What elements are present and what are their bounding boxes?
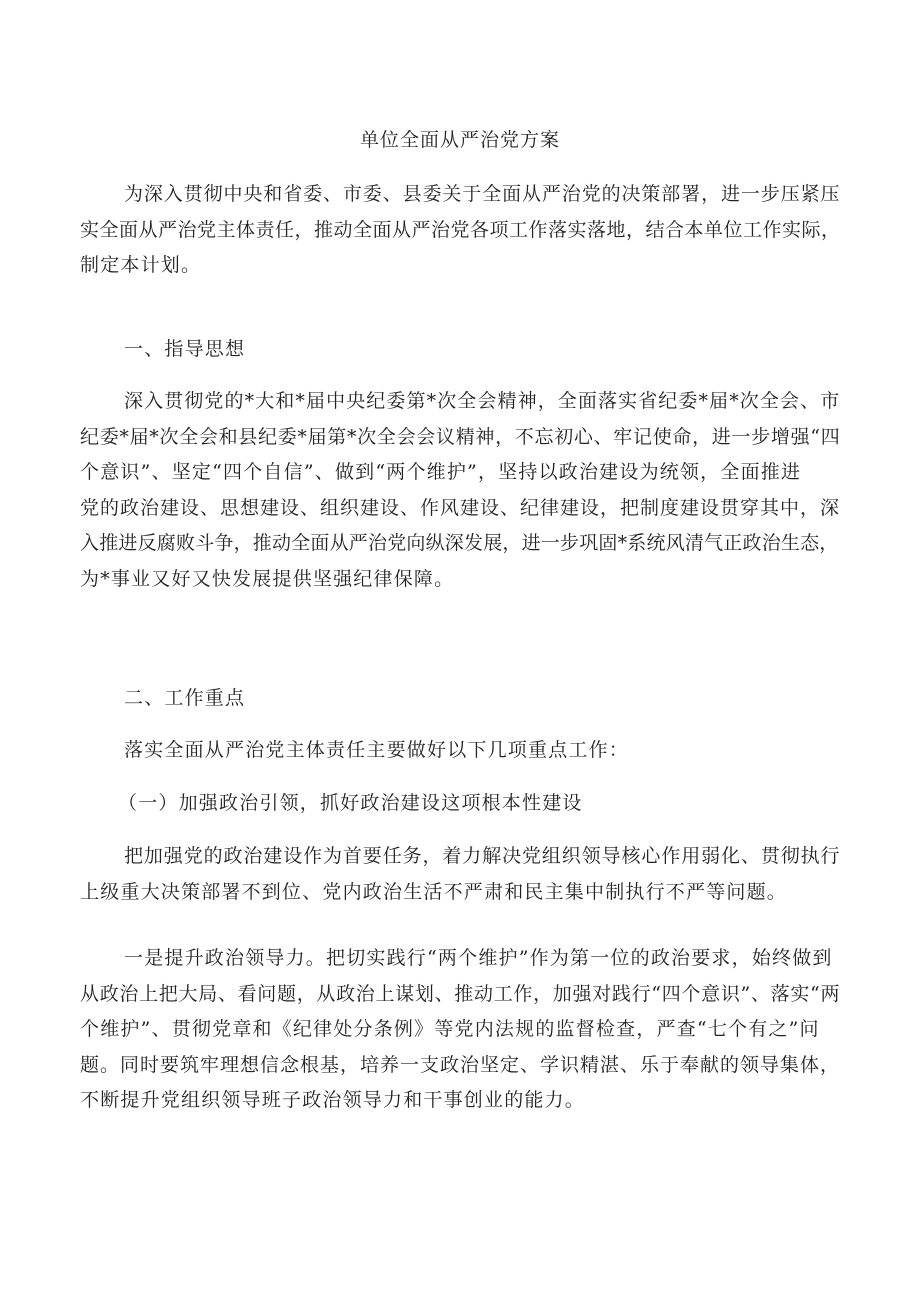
text-line: 为*事业又好又快发展提供坚强纪律保障。 [80,567,455,590]
text-line: 党的政治建设、思想建设、组织建设、作风建设、纪律建设，把制度建设贯穿其中，深 [80,496,841,519]
text-line: 一是提升政治领导力。把切实践行“两个维护”作为第一位的政治要求，始终做到 [124,947,833,969]
section-heading-key-work [80,681,842,717]
text-line: 入推进反腐败斗争，推动全面从严治党向纵深发展，进一步巩固*系统风清气正政治生态， [80,532,839,554]
paragraph-intro [80,177,842,284]
text-line: 个维护”、贯彻党章和《纪律处分条例》等党内法规的监督检查，严查“七个有之”问 [80,1018,820,1040]
text-line: 实全面从严治党主体责任，推动全面从严治党各项工作落实落地，结合本单位工作实际， [80,218,841,241]
text-line: 落实全面从严治党主体责任主要做好以下几项重点工作： [124,739,630,761]
text-line: 从政治上把大局、看问题，从政治上谋划、推动工作，加强对践行“四个意识”、落实“两 [80,982,841,1005]
text-line: 纪委*届*次全会和县纪委*届第*次全会会议精神，不忘初心、牢记使命，进一步增强“四 [80,425,841,448]
heading-text: 二、工作重点 [124,687,246,709]
paragraph-key-work-intro [80,733,842,769]
paragraph-leadership [80,941,842,1119]
text-line: 不断提升党组织领导班子政治领导力和干事创业的能力。 [80,1089,586,1111]
text-line: 个意识”、坚定“四个自信”、做到“两个维护”，坚持以政治建设为统领，全面推进 [80,461,802,483]
subheading-text: （一）加强政治引领，抓好政治建设这项根本性建设 [118,792,583,814]
paragraph-guiding-thought [80,384,842,597]
text-line: 题。同时要筑牢理想信念根基，培养一支政治坚定、学识精湛、乐于奉献的领导集体， [80,1053,841,1076]
paragraph-political-building [80,839,842,910]
text-line: 把加强党的政治建设作为首要任务，着力解决党组织领导核心作用弱化、贯彻执行 [124,845,841,867]
section-heading-guiding-thought [80,332,842,368]
text-line: 为深入贯彻中央和省委、市委、县委关于全面从严治党的决策部署，进一步压紧压 [124,183,841,205]
text-line: 深入贯彻党的*大和*届中央纪委第*次全会精神，全面落实省纪委*届*次全会、市 [124,390,841,412]
text-line: 上级重大决策部署不到位、党内政治生活不严肃和民主集中制执行不严等问题。 [80,880,788,903]
document-title: 单位全面从严治党方案 [359,129,560,151]
heading-text: 一、指导思想 [124,338,246,360]
text-line: 制定本计划。 [80,254,202,276]
subheading-political-guidance [80,786,842,822]
